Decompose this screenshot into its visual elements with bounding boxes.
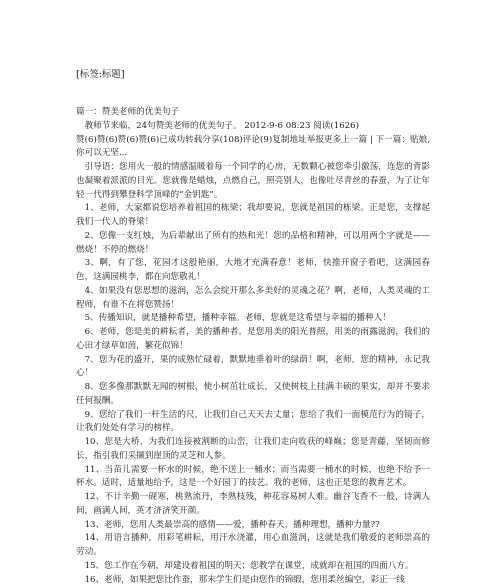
quote-item: 4、如果没有您思想的滋润，怎么会绽开那么多美好的灵魂之花？啊，老师，人类灵魂的工程师，有谁不在将您赞扬！: [76, 285, 430, 313]
quote-item: 14、用语言播种，用彩笔耕耘，用汗水浇灌，用心血滋润，这就是我们敬爱的老师崇高的劳动。: [76, 532, 430, 560]
quote-item: 13、老师，您用人类最崇高的感情——爱，播种春天，播种理想，播种力量??: [76, 519, 430, 533]
quote-item: 10、您是大桥，为我们连接被割断的山峦，让我们走向收获的峰巅；您是青藤，坚韧而修长，指引我们采撷到崖顶的灵芝和人参。: [76, 436, 430, 464]
quote-item: 8、您多像那默默无闻的树根，使小树茁壮成长，又使树枝上挂满丰硕的果实，却并不要求任何报酬。: [76, 381, 430, 409]
tag-line: [标签:标题]: [76, 69, 125, 81]
quote-item: 7、您为花的盛开，果的成熟忙碌着，默默地垂着叶的绿荫！啊，老师，您的精神，永记我心！: [76, 354, 430, 382]
quote-item: 1、老师，大家都说您培养着祖国的栋梁；我却要说，您就是祖国的栋梁。正是您，支撑起我们一代人的脊梁！: [76, 202, 430, 230]
quote-item: 5、传播知识，就是播种希望，播种幸福。老师，您就是这希望与幸福的播种人！: [76, 312, 430, 326]
quote-item: 6、老师，您是美的耕耘者，美的播种者。是您用美的阳光普照，用美的雨露滋润，我们的心田才绿草如茵，繁花似锦！: [76, 326, 430, 354]
quote-item: 2、您像一支红烛，为后辈献出了所有的热和光！您的品格和精神，可以用两个字就是——燃烧！不停的燃烧！: [76, 230, 430, 258]
quote-item: 16、老师，如果把您比作蚕，那末学生们是由您作的锦缎，您用柔丝编空，彩正一线: [76, 574, 430, 587]
quote-item: 12、不计辛勤一砚寒，桃熟流丹，李熟枝残，种花容易树人难。幽谷飞香不一般，诗满人间，画满人间，英才济济笑开颜。: [76, 491, 430, 519]
meta-line: 教师节来临，24句赞美老师的优美句子。 2012-9-6 08:23 阅读(1626): [76, 120, 430, 134]
section-title: 篇一：赞美老师的优美句子: [76, 106, 430, 120]
quote-item: 9、您给了我们一杆生活的尺，让我们自己天天去丈量；您给了我们一面模范行为的镜子，让我们处处有学习的榜样。: [76, 409, 430, 437]
document-body: [76, 106, 430, 587]
intro-paragraph: 引导语：您用火一般的情感温暖着每一个同学的心房，无数颗心被您牵引激荡，连您的背影也凝聚着派派的目光。您就像是蜡烛，点燃自己，照亮别人，也像吐尽青丝的春蚕，为了让年轻一代得到攀登科学顶峰的“金钥匙”。: [76, 161, 430, 202]
quote-item: 3、啊，有了您，花园才这般艳丽，大地才充满春意！老师，快推开窗子看吧，这满园春色，这满园桃李，都在向您敬礼！: [76, 257, 430, 285]
quote-item: 15、您工作在今朝，却建设着祖国的明天；您教学在课堂，成就却在祖国的四面八方。: [76, 560, 430, 574]
share-stats-line: 赞(6)赞(6)赞(6)赞(6)已成功转载分享(108)评论(9)复制地址举报更多上一篇 | 下一篇：贴娘,你可以无坚...: [76, 134, 430, 162]
quote-item: 11、当苗儿需要一杯水的时候，绝不送上一桶水；而当需要一桶水的时候，也绝不给予一杯水。适时，适量地给予，这是一个好园丁的技艺。我的老师，这也正是您的教育艺术。: [76, 464, 430, 492]
